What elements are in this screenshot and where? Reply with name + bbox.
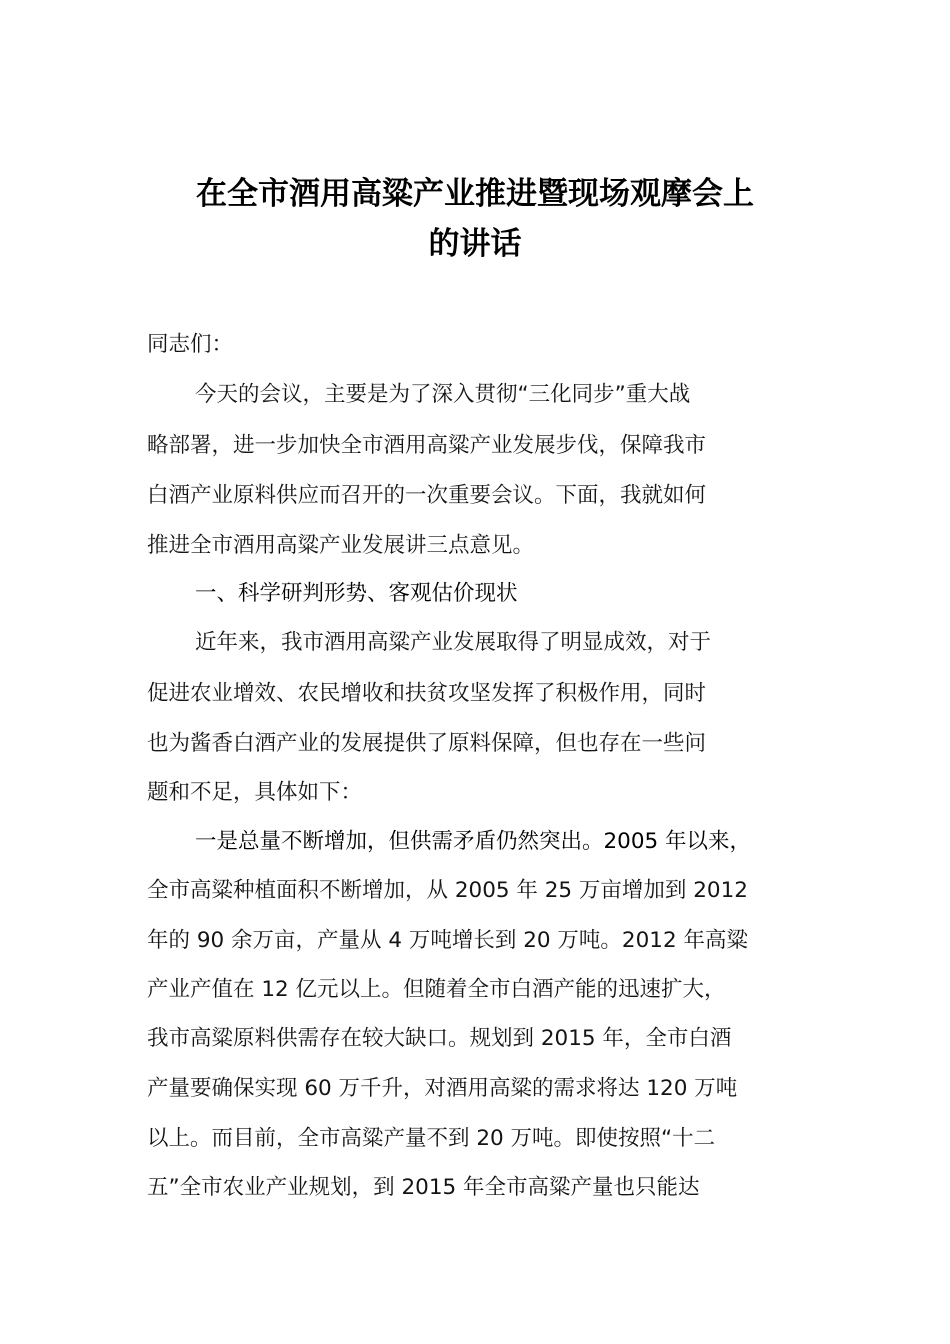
paragraph-2-line-4: 题和不足，具体如下： — [147, 780, 363, 805]
paragraph-3-line-2: 全市高粱种植面积不断增加，从 2005 年 25 万亩增加到 2012 — [147, 878, 748, 903]
document-title-line-2: 的讲话 — [428, 226, 522, 262]
paragraph-3-line-7: 以上。而目前，全市高粱产量不到 20 万吨。即使按照“十二 — [147, 1126, 716, 1151]
section-1-heading: 一、科学研判形势、客观估价现状 — [195, 581, 518, 606]
salutation: 同志们： — [147, 332, 234, 357]
paragraph-3-line-5: 我市高粱原料供需存在较大缺口。规划到 2015 年，全市白酒 — [147, 1026, 732, 1051]
paragraph-3-line-8: 五”全市农业产业规划，到 2015 年全市高粱产量也只能达 — [147, 1175, 700, 1200]
document-title-line-1: 在全市酒用高粱产业推进暨现场观摩会上 — [196, 176, 754, 212]
paragraph-1-line-3: 白酒产业原料供应而召开的一次重要会议。下面，我就如何 — [147, 483, 707, 508]
paragraph-3-line-6: 产量要确保实现 60 万千升，对酒用高粱的需求将达 120 万吨 — [147, 1076, 738, 1101]
paragraph-1-line-1: 今天的会议，主要是为了深入贯彻“三化同步”重大战 — [195, 382, 691, 407]
paragraph-1-line-2: 略部署，进一步加快全市酒用高粱产业发展步伐，保障我市 — [147, 433, 707, 458]
paragraph-3-line-3: 年的 90 余万亩，产量从 4 万吨增长到 20 万吨。2012 年高粱 — [147, 928, 748, 953]
paragraph-3-line-1: 一是总量不断增加，但供需矛盾仍然突出。2005 年以来， — [195, 829, 752, 854]
paragraph-3-line-4: 产业产值在 12 亿元以上。但随着全市白酒产能的迅速扩大， — [147, 977, 726, 1002]
paragraph-1-line-4: 推进全市酒用高粱产业发展讲三点意见。 — [147, 533, 535, 558]
paragraph-2-line-3: 也为酱香白酒产业的发展提供了原料保障，但也存在一些问 — [147, 731, 707, 756]
paragraph-2-line-1: 近年来，我市酒用高粱产业发展取得了明显成效，对于 — [195, 630, 712, 655]
paragraph-2-line-2: 促进农业增效、农民增收和扶贫攻坚发挥了积极作用，同时 — [147, 681, 707, 706]
